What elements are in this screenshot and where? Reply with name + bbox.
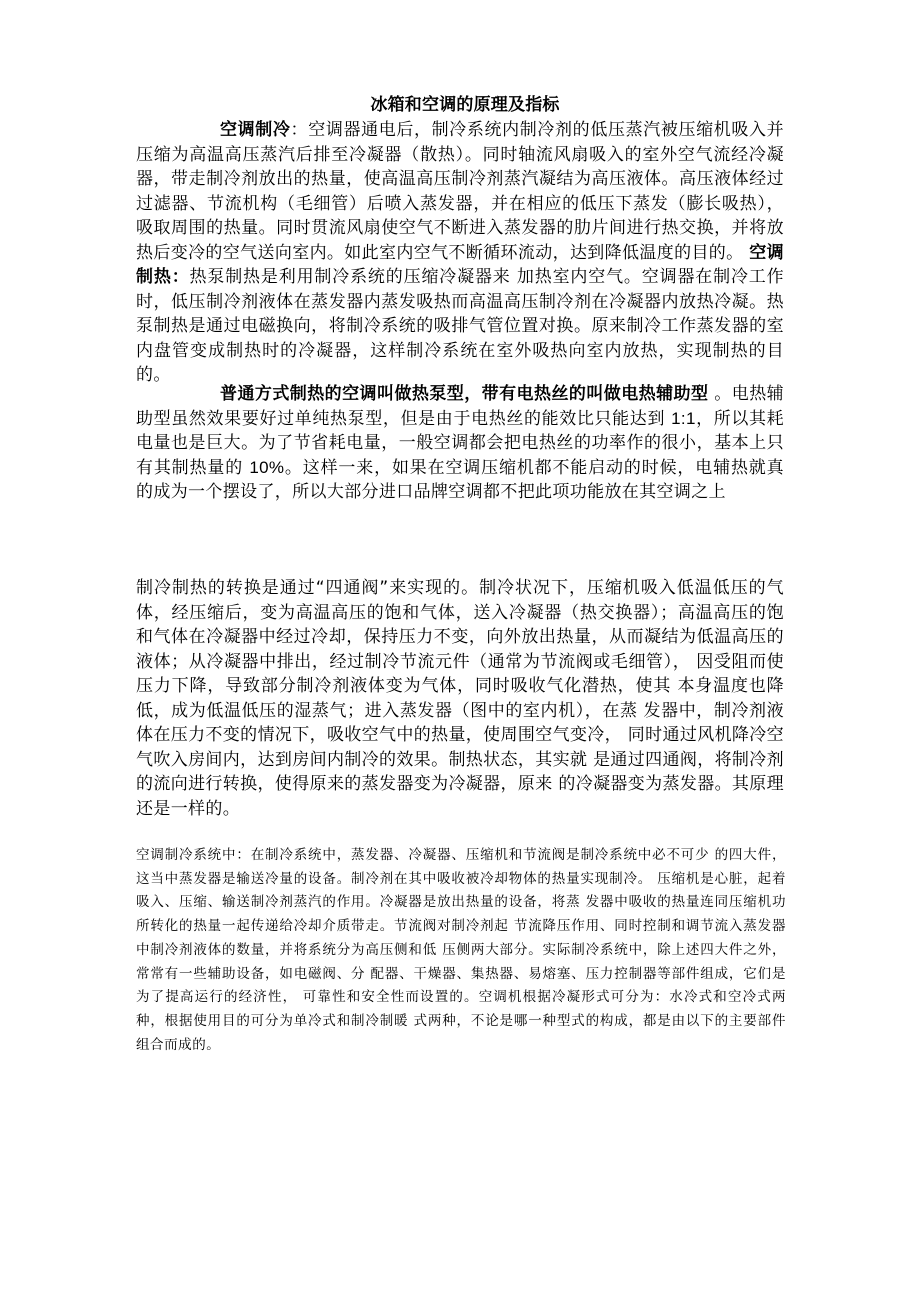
heating-text: 热泵制热是利用制冷系统的压缩冷凝器来 加热室内空气。空调器在制冷工作时，低压制冷剂液体在蒸发器内蒸发吸热而高温高压制冷剂在冷凝器内放热冷凝。热泵制热是通过电磁换向，将制冷系统的吸排气管位置对换。原来制冷工作蒸发器的室内盘管变成制热时的冷凝器，这样制冷系统在室外吸热向室内放热，实现制热的目的。	[136, 267, 784, 385]
heating-colon: ：	[171, 267, 190, 287]
cooling-text: 空调器通电后，制冷系统内制冷剂的低压蒸汽被压缩机吸入并压缩为高温高压蒸汽后排至冷凝器（散热）。同时轴流风扇吸入的室外空气流经冷凝器，带走制冷剂放出的热量，使高温高压制冷剂蒸汽凝结为高压液体。高压液体经过过滤器、节流机构（毛细管）后喷入蒸发器，并在相应的低压下蒸发（膨长吸热），吸取周围的热量。同时贯流风扇使空气不断进入蒸发器的肋片间进行热交换，并将放热后变冷的空气送向室内。如此室内空气不断循环流动，达到降低温度的目的。	[136, 120, 785, 263]
paragraph-four-way-valve: 制冷制热的转换是通过“四通阀”来实现的。制冷状况下，压缩机吸入低温低压的气体，经压缩后，变为高温高压的饱和气体，送入冷凝器（热交换器）；高温高压的饱和气体在冷凝器中经过冷却，保持压力不变，向外放出热量，从而凝结为低温高压的液体；从冷凝器中排出，经过制冷节流元件（通常为节流阀或毛细管）， 因受阻而使压力下降，导致部分制冷剂液体变为气体，同时吸收气化潜热，使其 本身温度也降低，成为低温低压的湿蒸气；进入蒸发器（图中的室内机），在蒸 发器中，制冷剂液体在压力不变的情况下，吸收空气中的热量，使周围空气变冷， 同时通过风机降冷空气吹入房间内，达到房间内制冷的效果。制热状态，其实就 是通过四通阀，将制冷剂的流向进行转换，使得原来的蒸发器变为冷凝器，原来 的冷凝器变为蒸发器。其原理还是一样的。	[136, 578, 784, 819]
heating-label: 空调制热	[136, 242, 784, 287]
cooling-colon: ：	[290, 120, 309, 140]
efficiency-ratio: 1:1	[671, 408, 696, 428]
paragraph-cooling-heating	[136, 118, 784, 388]
heating-percent: 10%	[249, 457, 285, 477]
cooling-label: 空调制冷	[220, 120, 291, 140]
heat-pump-text-c: 。这样一来，如果在空调压缩机都不能启动的时候，电辅热就真的成为一个摆设了，所以大部分进口品牌空调都不把此项功能放在其空调之上	[136, 457, 784, 502]
document-title: 冰箱和空调的原理及指标	[370, 95, 560, 115]
heat-pump-text-b: ，所以其耗电量也是巨大。为了节省耗电量，一般空调都会把电热丝的功率作的很小，基本上只有其制热量的	[136, 408, 784, 478]
paragraph-heat-pump-types	[136, 382, 784, 505]
paragraph-refrigeration-system: 空调制冷系统中：在制冷系统中，蒸发器、冷凝器、压缩机和节流阀是制冷系统中必不可少 的四大件，这当中蒸发器是输送冷量的设备。制冷剂在其中吸收被冷却物体的热量实现制冷。 压缩机是心脏，起着吸入、压缩、输送制冷剂蒸汽的作用。冷凝器是放出热量的设备，将蒸 发器中吸收的热量连同压缩机功所转化的热量一起传递给冷却介质带走。节流阀对制冷剂起 节流降压作用、同时控制和调节流入蒸发器中制冷剂液体的数量，并将系统分为高压侧和低 压侧两大部分。实际制冷系统中，除上述四大件之外，常常有一些辅助设备，如电磁阀、分 配器、干燥器、集热器、易熔塞、压力控制器等部件组成，它们是为了提高运行的经济性， 可靠性和安全性而设置的。空调机根据冷凝形式可分为：水冷式和空冷式两种，根据使用目的可分为单冷式和制冷制暖 式两种，不论是哪一种型式的构成，都是由以下的主要部件组合而成的。	[136, 847, 786, 1053]
heat-pump-bold-sentence: 普通方式制热的空调叫做热泵型，带有电热丝的叫做电热辅助型	[220, 384, 709, 404]
heat-pump-text-a: 。电热辅助型虽然效果要好过单纯热泵型，但是由于电热丝的能效比只能达到	[136, 384, 784, 429]
